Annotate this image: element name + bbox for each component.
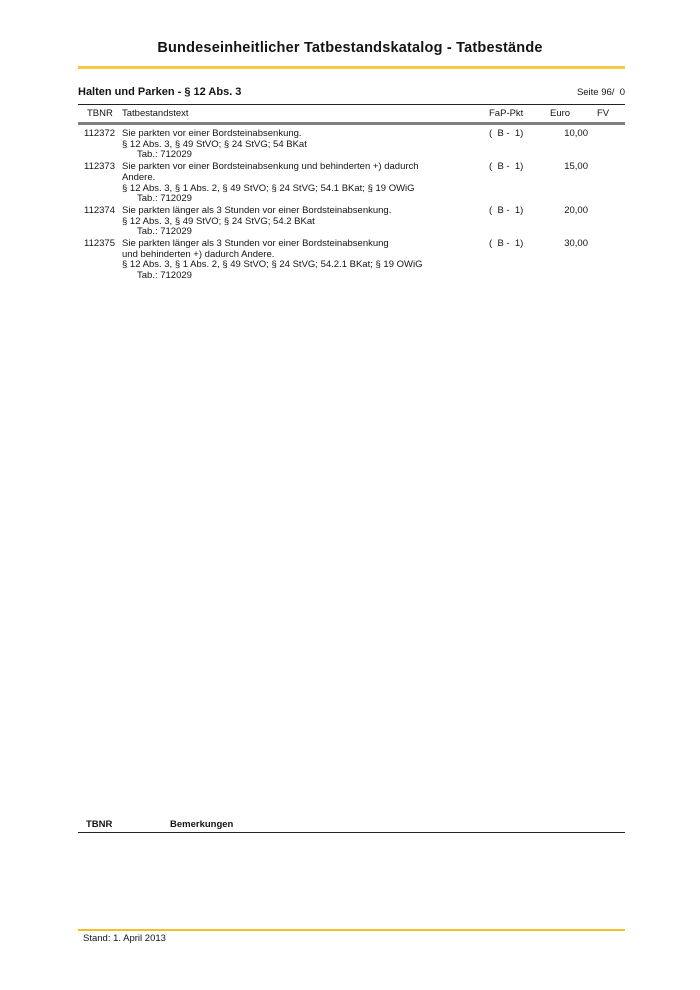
section-title: Halten und Parken - § 12 Abs. 3 bbox=[78, 86, 242, 98]
section-header-row bbox=[78, 86, 625, 100]
gold-divider-top bbox=[78, 66, 625, 69]
tatbestand-text-line: Sie parkten vor einer Bordsteinabsenkung und behinderten +) dadurch bbox=[122, 161, 419, 173]
row-fap-pkt: ( B - 1) bbox=[489, 128, 524, 139]
content-area bbox=[78, 86, 625, 283]
row-euro: 20,00 bbox=[564, 204, 588, 216]
tatbestand-text-line: und behinderten +) dadurch Andere. bbox=[122, 248, 275, 260]
page-number-label: Seite 96/ 0 bbox=[576, 87, 625, 98]
tatbestand-text-line: § 12 Abs. 3, § 49 StVO; § 24 StVG; 54.2 BKat bbox=[122, 215, 315, 227]
document-title: Bundeseinheitlicher Tatbestandskatalog - Tatbestände bbox=[157, 40, 543, 56]
row-tbnr: 112373 bbox=[84, 161, 115, 173]
column-header-fap-pkt: FaP-Pkt bbox=[489, 108, 524, 119]
table-column-header bbox=[78, 105, 625, 122]
tab-reference-line: Tab.: 712029 bbox=[137, 149, 192, 161]
tatbestand-text-line: § 12 Abs. 3, § 1 Abs. 2, § 49 StVO; § 24 StVG; 54.2.1 BKat; § 19 OWiG bbox=[122, 259, 423, 271]
row-tatbestandstext bbox=[122, 239, 492, 282]
tatbestand-text-line: Sie parkten vor einer Bordsteinabsenkung. bbox=[122, 128, 302, 139]
tatbestand-text-line: § 12 Abs. 3, § 1 Abs. 2, § 49 StVO; § 24 StVG; 54.1 BKat; § 19 OWiG bbox=[122, 182, 415, 194]
table-row bbox=[78, 129, 625, 161]
row-euro: 15,00 bbox=[564, 161, 588, 173]
remarks-header-row bbox=[78, 819, 625, 833]
gold-divider-bottom bbox=[78, 929, 625, 931]
tab-reference-line: Tab.: 712029 bbox=[137, 226, 192, 238]
row-fap-pkt: ( B - 1) bbox=[489, 204, 524, 216]
tab-reference-line: Tab.: 712029 bbox=[137, 193, 192, 205]
remarks-column-tbnr: TBNR bbox=[86, 819, 113, 830]
row-fap-pkt: ( B - 1) bbox=[489, 161, 524, 173]
tatbestand-text-line: Andere. bbox=[122, 171, 156, 183]
offense-table-body bbox=[78, 125, 625, 282]
row-tbnr: 112374 bbox=[84, 204, 115, 216]
column-header-tbnr: TBNR bbox=[87, 108, 113, 119]
column-header-tatbestandstext: Tatbestandstext bbox=[122, 108, 189, 119]
row-tbnr: 112372 bbox=[84, 128, 115, 139]
table-row bbox=[78, 239, 625, 282]
remarks-column-bemerkungen: Bemerkungen bbox=[170, 819, 234, 830]
row-euro: 30,00 bbox=[564, 238, 588, 250]
row-tbnr: 112375 bbox=[84, 238, 115, 250]
row-euro: 10,00 bbox=[564, 128, 588, 139]
column-header-euro: Euro bbox=[550, 108, 571, 119]
row-tatbestandstext bbox=[122, 129, 492, 161]
row-fap-pkt: ( B - 1) bbox=[489, 238, 524, 250]
tatbestand-text-line: Sie parkten länger als 3 Stunden vor einer Bordsteinabsenkung. bbox=[122, 204, 392, 216]
table-row bbox=[78, 206, 625, 238]
column-header-fv: FV bbox=[597, 108, 610, 119]
row-tatbestandstext bbox=[122, 206, 492, 238]
tatbestand-text-line: § 12 Abs. 3, § 49 StVO; § 24 StVG; 54 BKat bbox=[122, 138, 307, 150]
row-tatbestandstext bbox=[122, 162, 492, 205]
table-row bbox=[78, 162, 625, 205]
tatbestand-text-line: Sie parkten länger als 3 Stunden vor einer Bordsteinabsenkung bbox=[122, 238, 389, 250]
tab-reference-line: Tab.: 712029 bbox=[137, 270, 192, 282]
document-status-date: Stand: 1. April 2013 bbox=[83, 933, 166, 944]
